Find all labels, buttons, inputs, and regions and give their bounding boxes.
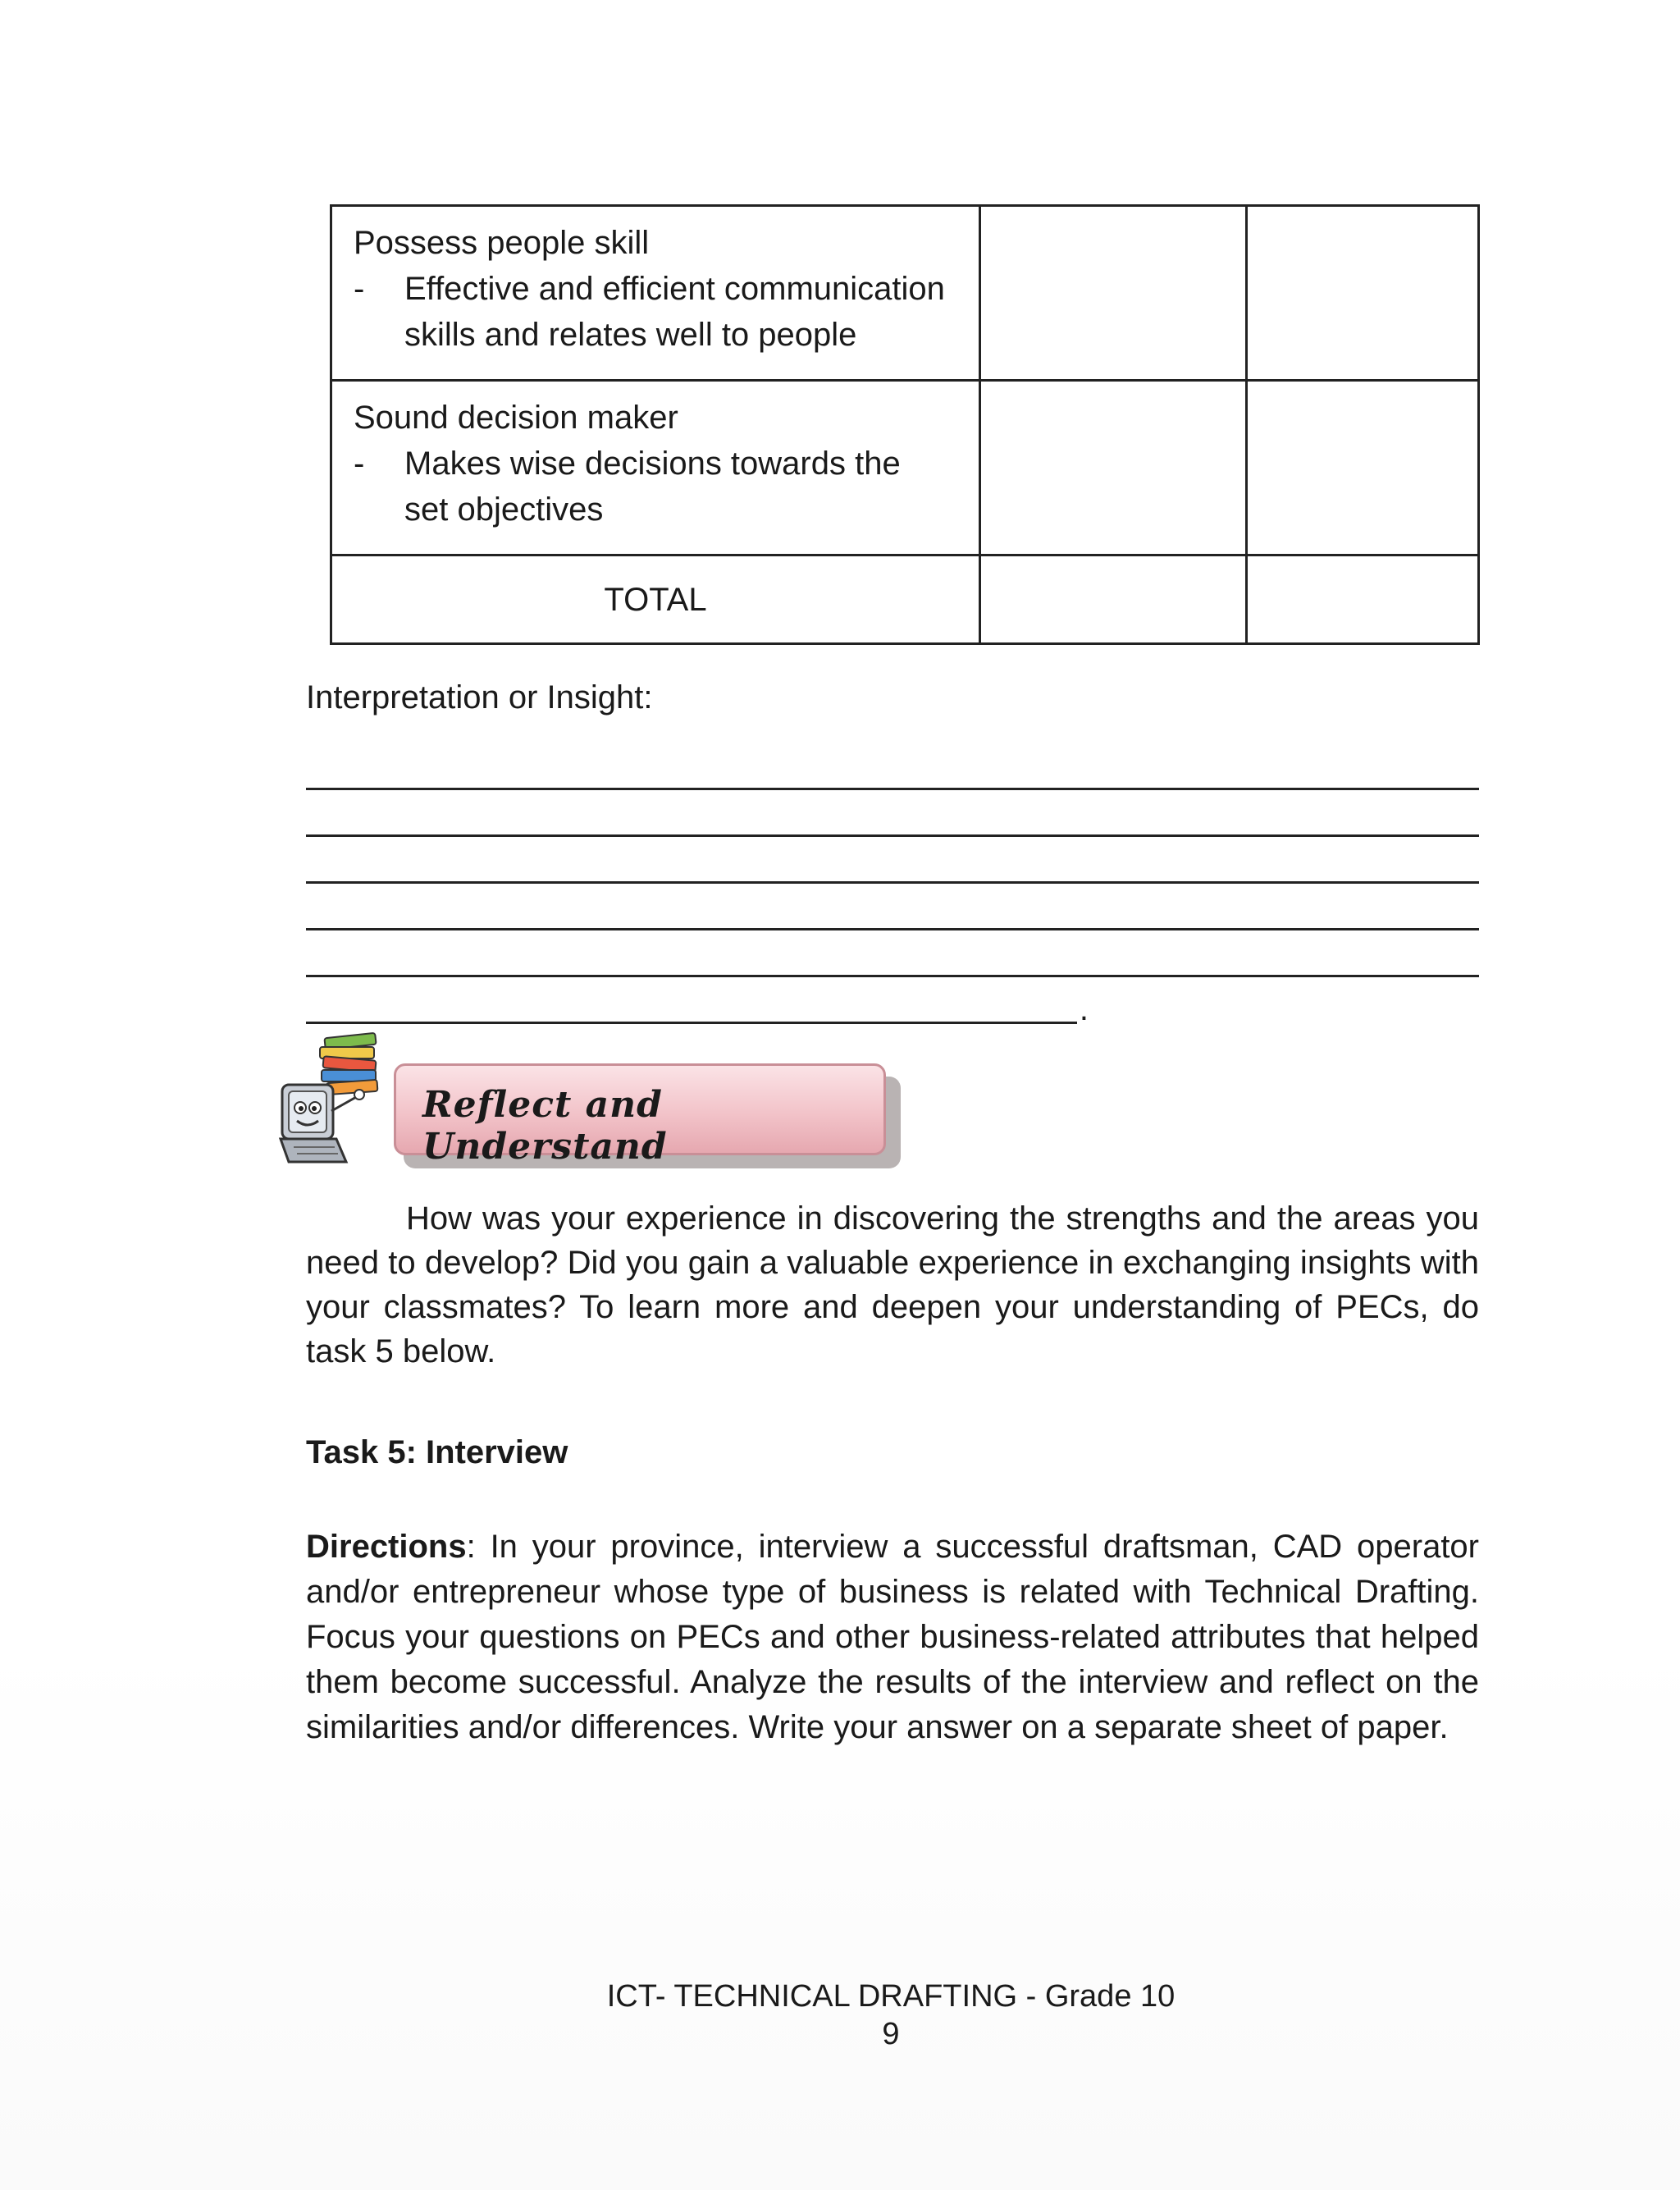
pec-rating-table (330, 204, 1480, 645)
directions-text: : In your province, interview a successful draftsman, CAD operator and/or entrepreneur whose type of business is related with Technical Drafting. Focus your questions on PECs and other business-related attributes that helped them become successful. Analyze the results of the interview and reflect on the similarities and/or differences. Write your answer on a separate sheet of paper. (306, 1529, 1479, 1745)
pec-cell (331, 381, 980, 556)
answer-line[interactable] (306, 790, 1479, 837)
pec-description-line: set objectives (404, 491, 604, 528)
answer-line[interactable] (306, 884, 1479, 930)
directions-paragraph (306, 1525, 1479, 1750)
bullet-dash: - (354, 446, 365, 482)
pec-title: Possess people skill (354, 225, 650, 261)
pec-description-line: Effective and efficient communication (404, 271, 945, 307)
pec-description (354, 441, 979, 533)
answer-lines (306, 743, 1479, 1027)
rating-cell (1247, 381, 1479, 556)
pec-description-line: skills and relates well to people (404, 317, 857, 353)
answer-line[interactable] (306, 930, 1479, 977)
table-row (331, 206, 1479, 381)
section-banner (394, 1063, 886, 1168)
table-row-total (331, 556, 1479, 644)
page-number: 9 (882, 2017, 900, 2051)
answer-line[interactable] (306, 837, 1479, 884)
rating-cell (1247, 556, 1479, 644)
pec-cell (331, 206, 980, 381)
pec-description-line: Makes wise decisions towards the (404, 446, 901, 482)
reflect-paragraph: How was your experience in discovering the strengths and the areas you need to develop? Did you gain a valuable experience in exchanging insights with your classmates? To learn more and deepen your understanding of PECs, do task 5 below. (306, 1200, 1479, 1369)
pec-description (354, 266, 979, 358)
section-title: Reflect and Understand (422, 1084, 668, 1168)
page-footer (0, 1977, 1680, 2053)
rating-cell (980, 381, 1247, 556)
bullet-dash: - (354, 271, 365, 307)
end-mark: . (1079, 991, 1089, 1027)
task-heading: Task 5: Interview (306, 1434, 568, 1470)
interpretation-label: Interpretation or Insight: (306, 679, 653, 716)
rating-cell (980, 556, 1247, 644)
rating-cell (980, 206, 1247, 381)
total-label: TOTAL (331, 556, 980, 644)
laptop-books-icon (277, 1032, 392, 1173)
answer-line[interactable] (306, 743, 1479, 790)
table-row (331, 381, 1479, 556)
pec-title: Sound decision maker (354, 400, 678, 436)
footer-course: ICT- TECHNICAL DRAFTING - Grade 10 (606, 1979, 1176, 2014)
answer-line[interactable] (306, 977, 1089, 1027)
directions-label: Directions (306, 1529, 467, 1565)
rating-cell (1247, 206, 1479, 381)
